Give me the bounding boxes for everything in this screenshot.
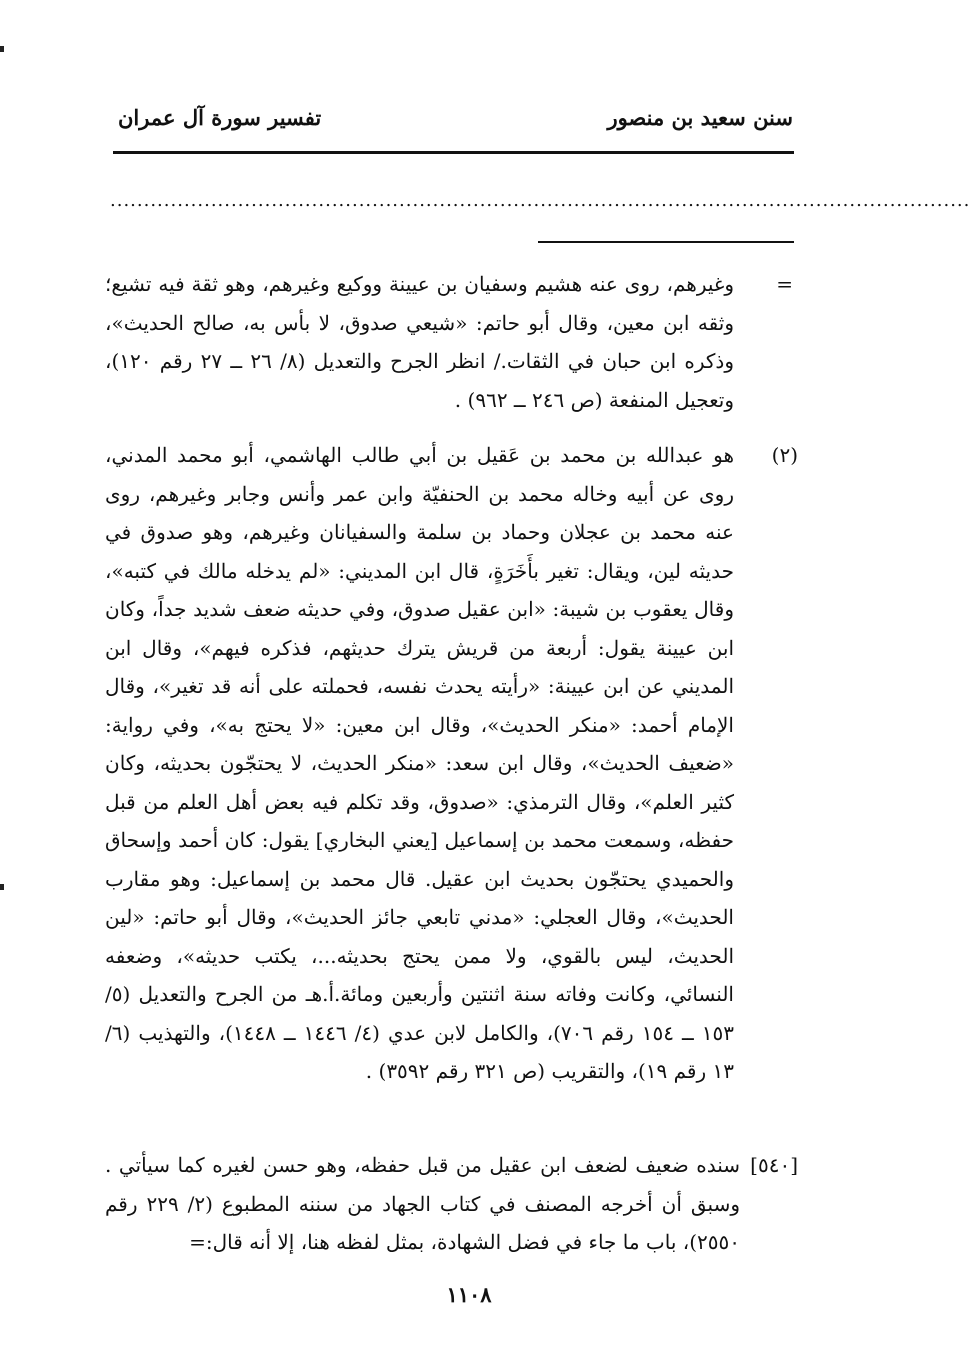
footnote-rule [538,241,794,243]
footnote-marker: [٥٤٠] [750,1153,798,1177]
header-rule [113,151,794,154]
footnote-text: هو عبدالله بن محمد بن عَقيل بن أبي طالب الهاشمي، أبو محمد المدني، روى عن أبيه وخاله محمد بن الحنفيّة وابن عمر وأنس وجابر وغيرهم، روى عنه محمد بن عجلان وحماد بن سلمة والسفيانان وغيرهم، وهو صدوق في حديثه لين، ويقال: تغير بأَخَرَةٍ، قال ابن المديني: «لم يدخله مالك في كتبه»، وقال يعقوب بن شيبة: «ابن عقيل صدوق، وفي حديثه ضعف شديد جداً، وكان ابن عيينة يقول: أربعة من قريش يترك حديثهم، فذكره فيهم»، وقال ابن المديني عن ابن عيينة: «رأيته يحدث نفسه، فحملته على أنه قد تغير»، وقال الإمام أحمد: «منكر الحديث»، وقال ابن معين: «لا يحتج به»، وفي رواية: «ضعيف الحديث»، وقال ابن سعد: «منكر الحديث، لا يحتجّون بحديثه، وكان كثير العلم»، وقال الترمذي: «صدوق، وقد تكلم فيه بعض أهل العلم من قبل حفظه، وسمعت محمد بن إسماعيل [يعني البخاري] يقول: كان أحمد وإسحاق والحميدي يحتجّون بحديث ابن عقيل. قال محمد بن إسماعيل: وهو مقارب الحديث»، وقال العجلي: «مدني تابعي جائز الحديث»، وقال أبو حاتم: «لين الحديث، ليس بالقوي، ولا ممن يحتج بحديثه...، يكتب حديثه»، وضعفه النسائي، وكانت وفاته سنة اثنتين وأربعين ومائة.أ.هـ من الجرح والتعديل (٥/ ١٥٣ ــ ١٥٤ رقم ٧٠٦)، والكامل لابن عدي (٤/ ١٤٤٦ ــ ١٤٤٨)، والتهذيب (٦/ ١٣ رقم ١٩)، والتقريب (ص ٣٢١ رقم ٣٥٩٢) . [105,443,734,1083]
running-header-section-title: تفسير سورة آل عمران [118,105,322,130]
dotted-separator: ................................................................................................................................ [110,190,970,211]
footnote-marker: = [776,272,793,296]
footnote-text: سنده ضعيف لضعف ابن عقيل من قبل حفظه، وهو حسن لغيره كما سيأتي . وسبق أن أخرجه المصنف في كتاب الجهاد من سننه المطبوع (٢/ ٢٢٩ رقم ٢٥٥٠)، باب ما جاء في فضل الشهادة، بمثل لفظه هنا، إلا أنه قال:= [105,1153,740,1254]
running-header-book-title: سنن سعيد بن منصور [607,105,793,130]
scan-edge-mark [0,46,4,52]
page-number: ١١٠٨ [446,1282,492,1307]
scan-edge-mark [0,884,4,890]
footnote-text: وغيرهم، روى عنه هشيم وسفيان بن عيينة ووكيع وغيرهم، وهو ثقة فيه تشيع؛ وثقه ابن معين، وقال أبو حاتم: «شيعي صدوق، لا بأس به، صالح الحديث»، وذكره ابن حبان في الثقات./ انظر الجرح والتعديل (٨/ ٢٦ ــ ٢٧ رقم ١٢٠)، وتعجيل المنفعة (ص ٢٤٦ ــ ٩٦٢) . [105,272,734,412]
footnote-marker: (٢) [771,443,798,467]
